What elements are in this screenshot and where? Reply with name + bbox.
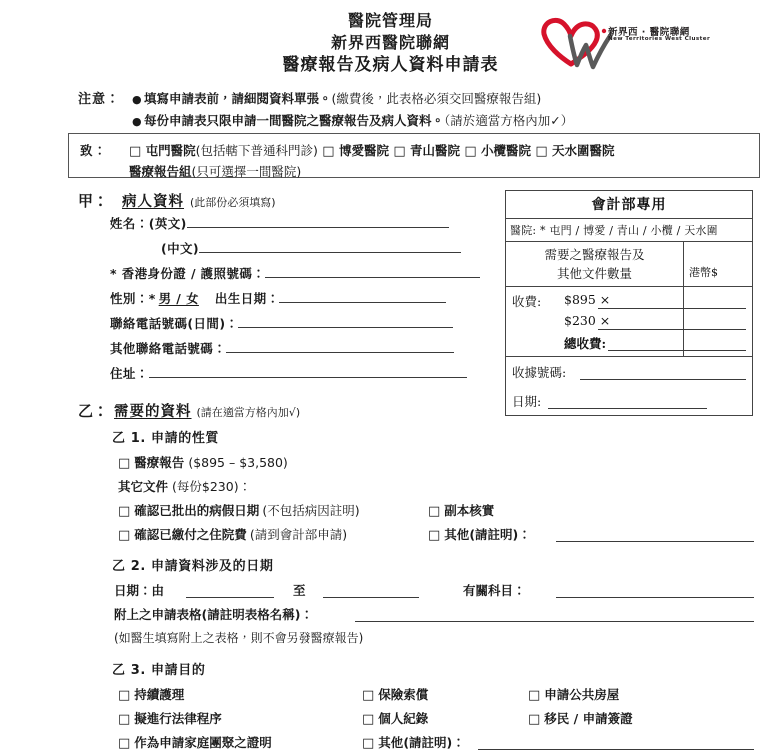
accounting-receipt-row [506, 357, 752, 386]
checkbox-icon[interactable]: □ [528, 688, 541, 703]
notice-item-plain: （請於適當方格內加✓） [444, 113, 574, 128]
subsection-b1 [78, 428, 758, 548]
field-name-label: 姓名： [110, 216, 149, 231]
field-name-en [78, 214, 498, 239]
b3-option-other-input[interactable] [478, 749, 754, 750]
checkbox-icon[interactable]: □ [118, 456, 131, 471]
hospital-option-castle-peak[interactable] [393, 143, 460, 158]
checkbox-icon[interactable]: □ [535, 144, 548, 159]
checkbox-icon[interactable]: □ [118, 528, 131, 543]
accounting-fee-230-input[interactable] [598, 329, 746, 330]
hospital-option-siu-lam[interactable] [464, 143, 531, 158]
section-a-heading [78, 190, 498, 214]
field-sex-label: 性別：* [110, 291, 156, 306]
b1-option-label: 副本核實 [444, 503, 495, 518]
b3-option-continuous-care[interactable] [118, 685, 184, 703]
field-name-en-label: (英文) [148, 216, 187, 231]
checkbox-icon[interactable]: □ [118, 504, 131, 519]
hkid-input[interactable] [265, 264, 480, 278]
b1-other-docs-label: 其它文件 [118, 479, 169, 494]
notice-item [132, 88, 772, 110]
section-a-marker: 甲： [78, 192, 109, 210]
accounting-col1-header-line2: 其他文件數量 [556, 266, 632, 281]
name-en-input[interactable] [187, 214, 449, 228]
subsection-b2 [78, 556, 758, 652]
accounting-col1-header [506, 242, 684, 286]
b3-option-label: 其他 [378, 735, 404, 750]
b2-attached-form-input[interactable] [355, 621, 754, 622]
checkbox-icon[interactable]: □ [322, 144, 335, 159]
field-sex-options[interactable]: 男 / 女 [158, 291, 199, 306]
section-a-patient-info [78, 190, 498, 389]
header-line-3: 醫療報告及病人資料申請表 [282, 55, 499, 75]
accounting-fee-amount: $895 × [564, 292, 611, 307]
b3-option-label: 個人紀錄 [378, 711, 429, 726]
subsection-b1-title: 乙 1. 申請的性質 [112, 431, 220, 446]
header-line-1: 醫院管理局 [347, 11, 433, 30]
b3-option-personal-record[interactable] [362, 709, 428, 727]
hospital-option-tin-shui-wai[interactable] [535, 143, 614, 158]
accounting-column-headers [506, 242, 752, 287]
accounting-box [505, 190, 753, 416]
accounting-total-row [506, 333, 752, 354]
name-cn-input[interactable] [199, 239, 461, 253]
b1-option-medical-report[interactable] [118, 453, 288, 471]
hospital-note: (包括轄下普通科門診) [195, 143, 318, 158]
logo-name-cn: 新界西 · 醫院聯網 [608, 27, 690, 38]
checkbox-icon[interactable]: □ [118, 688, 131, 703]
b3-option-public-housing[interactable] [528, 685, 619, 703]
field-sex-dob [78, 289, 498, 314]
b3-option-label: 持續護理 [134, 687, 185, 702]
b1-option-hospital-fee[interactable] [118, 525, 347, 543]
b3-option-family-reunion[interactable] [118, 733, 272, 751]
b1-option-note: (不包括病因註明) [262, 503, 360, 518]
field-phone-other [78, 339, 498, 364]
b1-other-docs-row [78, 476, 758, 500]
b2-attached-form-label: 附上之申請表格(請註明表格名稱)： [114, 607, 313, 622]
recipient-options [129, 141, 759, 182]
b1-other-docs [118, 477, 251, 495]
b2-date-from [114, 581, 164, 599]
header-line-2: 新界西醫院聯網 [330, 33, 450, 52]
b1-option-note: (請到會計部申請) [249, 527, 348, 542]
accounting-fee-amount: $230 × [564, 313, 611, 328]
hospital-name: 屯門醫院 [145, 143, 196, 158]
b1-option-other[interactable] [428, 525, 531, 543]
field-hkid [78, 264, 498, 289]
accounting-total-label: 總收費: [564, 336, 607, 351]
b3-row-1 [78, 684, 758, 708]
accounting-title: 會計部專用 [506, 191, 752, 219]
accounting-fee-label: 收費: [512, 294, 542, 309]
checkbox-icon[interactable]: □ [362, 712, 375, 727]
recipient-department: 醫療報告組 [129, 164, 192, 179]
checkbox-icon[interactable]: □ [464, 144, 477, 159]
field-name-cn-label: (中文) [161, 241, 200, 256]
checkbox-icon[interactable]: □ [428, 528, 441, 543]
subsection-b3-title: 乙 3. 申請目的 [112, 663, 206, 678]
hospital-name: 天水圍醫院 [552, 143, 615, 158]
accounting-fee-rows [506, 287, 752, 357]
recipient-department-row [129, 162, 759, 182]
checkbox-icon[interactable]: □ [428, 504, 441, 519]
b3-option-label: 移民 / 申請簽證 [544, 711, 633, 726]
logo-name-en: New Territories West Cluster [608, 36, 711, 42]
field-address-label: 住址： [110, 366, 149, 381]
b1-option-label: 確認已批出的病假日期 [134, 503, 260, 518]
checkbox-icon[interactable]: □ [129, 144, 142, 159]
b1-option-other-input[interactable] [556, 541, 754, 542]
accounting-col2-header: 港幣$ [689, 266, 718, 279]
accounting-col1-header-line1: 需要之醫療報告及 [544, 247, 645, 262]
subsection-b3 [78, 660, 758, 756]
b1-option-sick-leave[interactable] [118, 501, 360, 519]
accounting-fee-row-230 [506, 312, 752, 333]
notice-item-bold: 填寫申請表前，請細閱資料單張。 [144, 91, 332, 106]
b1-row-hospital-fee [78, 524, 758, 548]
field-phone-day-label: 聯絡電話號碼(日間)： [110, 316, 239, 331]
accounting-receipt-input[interactable] [580, 379, 746, 380]
b2-date-range-row [78, 580, 758, 604]
b2-date-from-input[interactable] [186, 597, 274, 598]
accounting-hospital-row[interactable]: 醫院: * 屯門 / 博愛 / 青山 / 小欖 / 天水圍 [506, 219, 752, 242]
field-address [78, 364, 498, 389]
b3-row-3 [78, 732, 758, 756]
section-b-required-info [78, 400, 758, 756]
b2-subject-input[interactable] [556, 597, 754, 598]
subsection-b2-title: 乙 2. 申請資料涉及的日期 [112, 559, 274, 574]
accounting-date-label: 日期: [512, 394, 542, 409]
b2-footnote-row [78, 628, 758, 652]
field-dob-label: 出生日期： [214, 291, 280, 306]
accounting-fee-895-input[interactable] [598, 308, 746, 309]
field-phone-day [78, 314, 498, 339]
checkbox-icon[interactable]: □ [528, 712, 541, 727]
section-b-title: 需要的資料 [114, 404, 192, 420]
ntwc-logo [536, 12, 726, 74]
hospital-name: 小欖醫院 [481, 143, 532, 158]
b2-date-to-label: 至 [293, 583, 306, 598]
b1-option-copy-verification[interactable] [428, 501, 494, 519]
address-input[interactable] [149, 364, 467, 378]
b3-option-immigration-visa[interactable] [528, 709, 633, 727]
hospital-option-tuen-mun[interactable] [129, 143, 196, 158]
recipient-label: 致： [80, 143, 108, 158]
b3-option-label: 作為申請家庭團聚之證明 [134, 735, 272, 750]
bullet-icon: ● [132, 93, 142, 106]
section-b-heading [78, 400, 758, 426]
hospital-option-pok-oi[interactable] [322, 143, 389, 158]
b1-row-sick-leave [78, 500, 758, 524]
accounting-fee-row-895 [506, 291, 752, 312]
b1-option-label: 其他 [444, 527, 470, 542]
checkbox-icon[interactable]: □ [118, 736, 131, 751]
b3-option-legal-proceedings[interactable] [118, 709, 222, 727]
logo-heart-w-icon [536, 12, 726, 74]
checkbox-icon[interactable]: □ [118, 712, 131, 727]
b3-option-note: (請註明)： [403, 735, 465, 750]
recipient-department-note: (只可選擇一間醫院) [191, 164, 302, 179]
bullet-icon: ● [132, 115, 142, 128]
phone-day-input[interactable] [238, 314, 453, 328]
notice-items [132, 88, 772, 132]
phone-other-input[interactable] [226, 339, 454, 353]
b1-other-docs-price: (每份$230)： [172, 479, 252, 494]
checkbox-icon[interactable]: □ [362, 736, 375, 751]
field-name-cn [78, 239, 498, 264]
b2-date-to-input[interactable] [323, 597, 419, 598]
notice-item-plain: (繳費後，此表格必須交回醫療報告組) [331, 91, 542, 106]
b2-subject-label: 有關科目： [463, 583, 526, 598]
b1-option-price: ($895 – $3,580) [188, 455, 288, 470]
checkbox-icon[interactable]: □ [362, 688, 375, 703]
section-a-note: (此部份必須填寫) [190, 196, 276, 209]
section-b-note: (請在適當方格內加√) [196, 406, 301, 419]
field-phone-other-label: 其他聯絡電話號碼： [110, 341, 227, 356]
hospital-name: 博愛醫院 [338, 143, 389, 158]
checkbox-icon[interactable]: □ [393, 144, 406, 159]
notice-item-bold: 每份申請表只限申請一間醫院之醫療報告及病人資料。 [144, 113, 445, 128]
b3-option-label: 擬進行法律程序 [134, 711, 222, 726]
b1-option-label: 醫療報告 [134, 455, 185, 470]
b2-footnote: (如醫生填寫附上之表格，則不會另發醫療報告) [114, 631, 364, 645]
b2-attached-form-row [78, 604, 758, 628]
b1-option-label: 確認已繳付之住院費 [134, 527, 247, 542]
recipient-box [68, 133, 760, 178]
b2-date-label: 日期：由 [114, 583, 165, 598]
dob-input[interactable] [279, 289, 446, 303]
section-b-marker: 乙： [78, 402, 109, 420]
b3-option-label: 保險索償 [378, 687, 429, 702]
accounting-total-input[interactable] [608, 350, 746, 351]
b1-option-medical-report-row [78, 452, 758, 476]
b3-option-insurance-claim[interactable] [362, 685, 428, 703]
field-hkid-label: * 香港身份證 / 護照號碼： [110, 266, 266, 281]
notice-item [132, 110, 772, 132]
section-a-title: 病人資料 [122, 194, 185, 210]
notice-label: 注意： [78, 92, 121, 107]
accounting-receipt-label: 收據號碼: [512, 365, 567, 380]
b3-option-other[interactable] [362, 733, 465, 751]
b1-option-note: (請註明)： [469, 527, 531, 542]
b3-row-2 [78, 708, 758, 732]
b3-option-label: 申請公共房屋 [544, 687, 620, 702]
hospital-checkbox-row [129, 141, 759, 162]
hospital-name: 青山醫院 [409, 143, 460, 158]
